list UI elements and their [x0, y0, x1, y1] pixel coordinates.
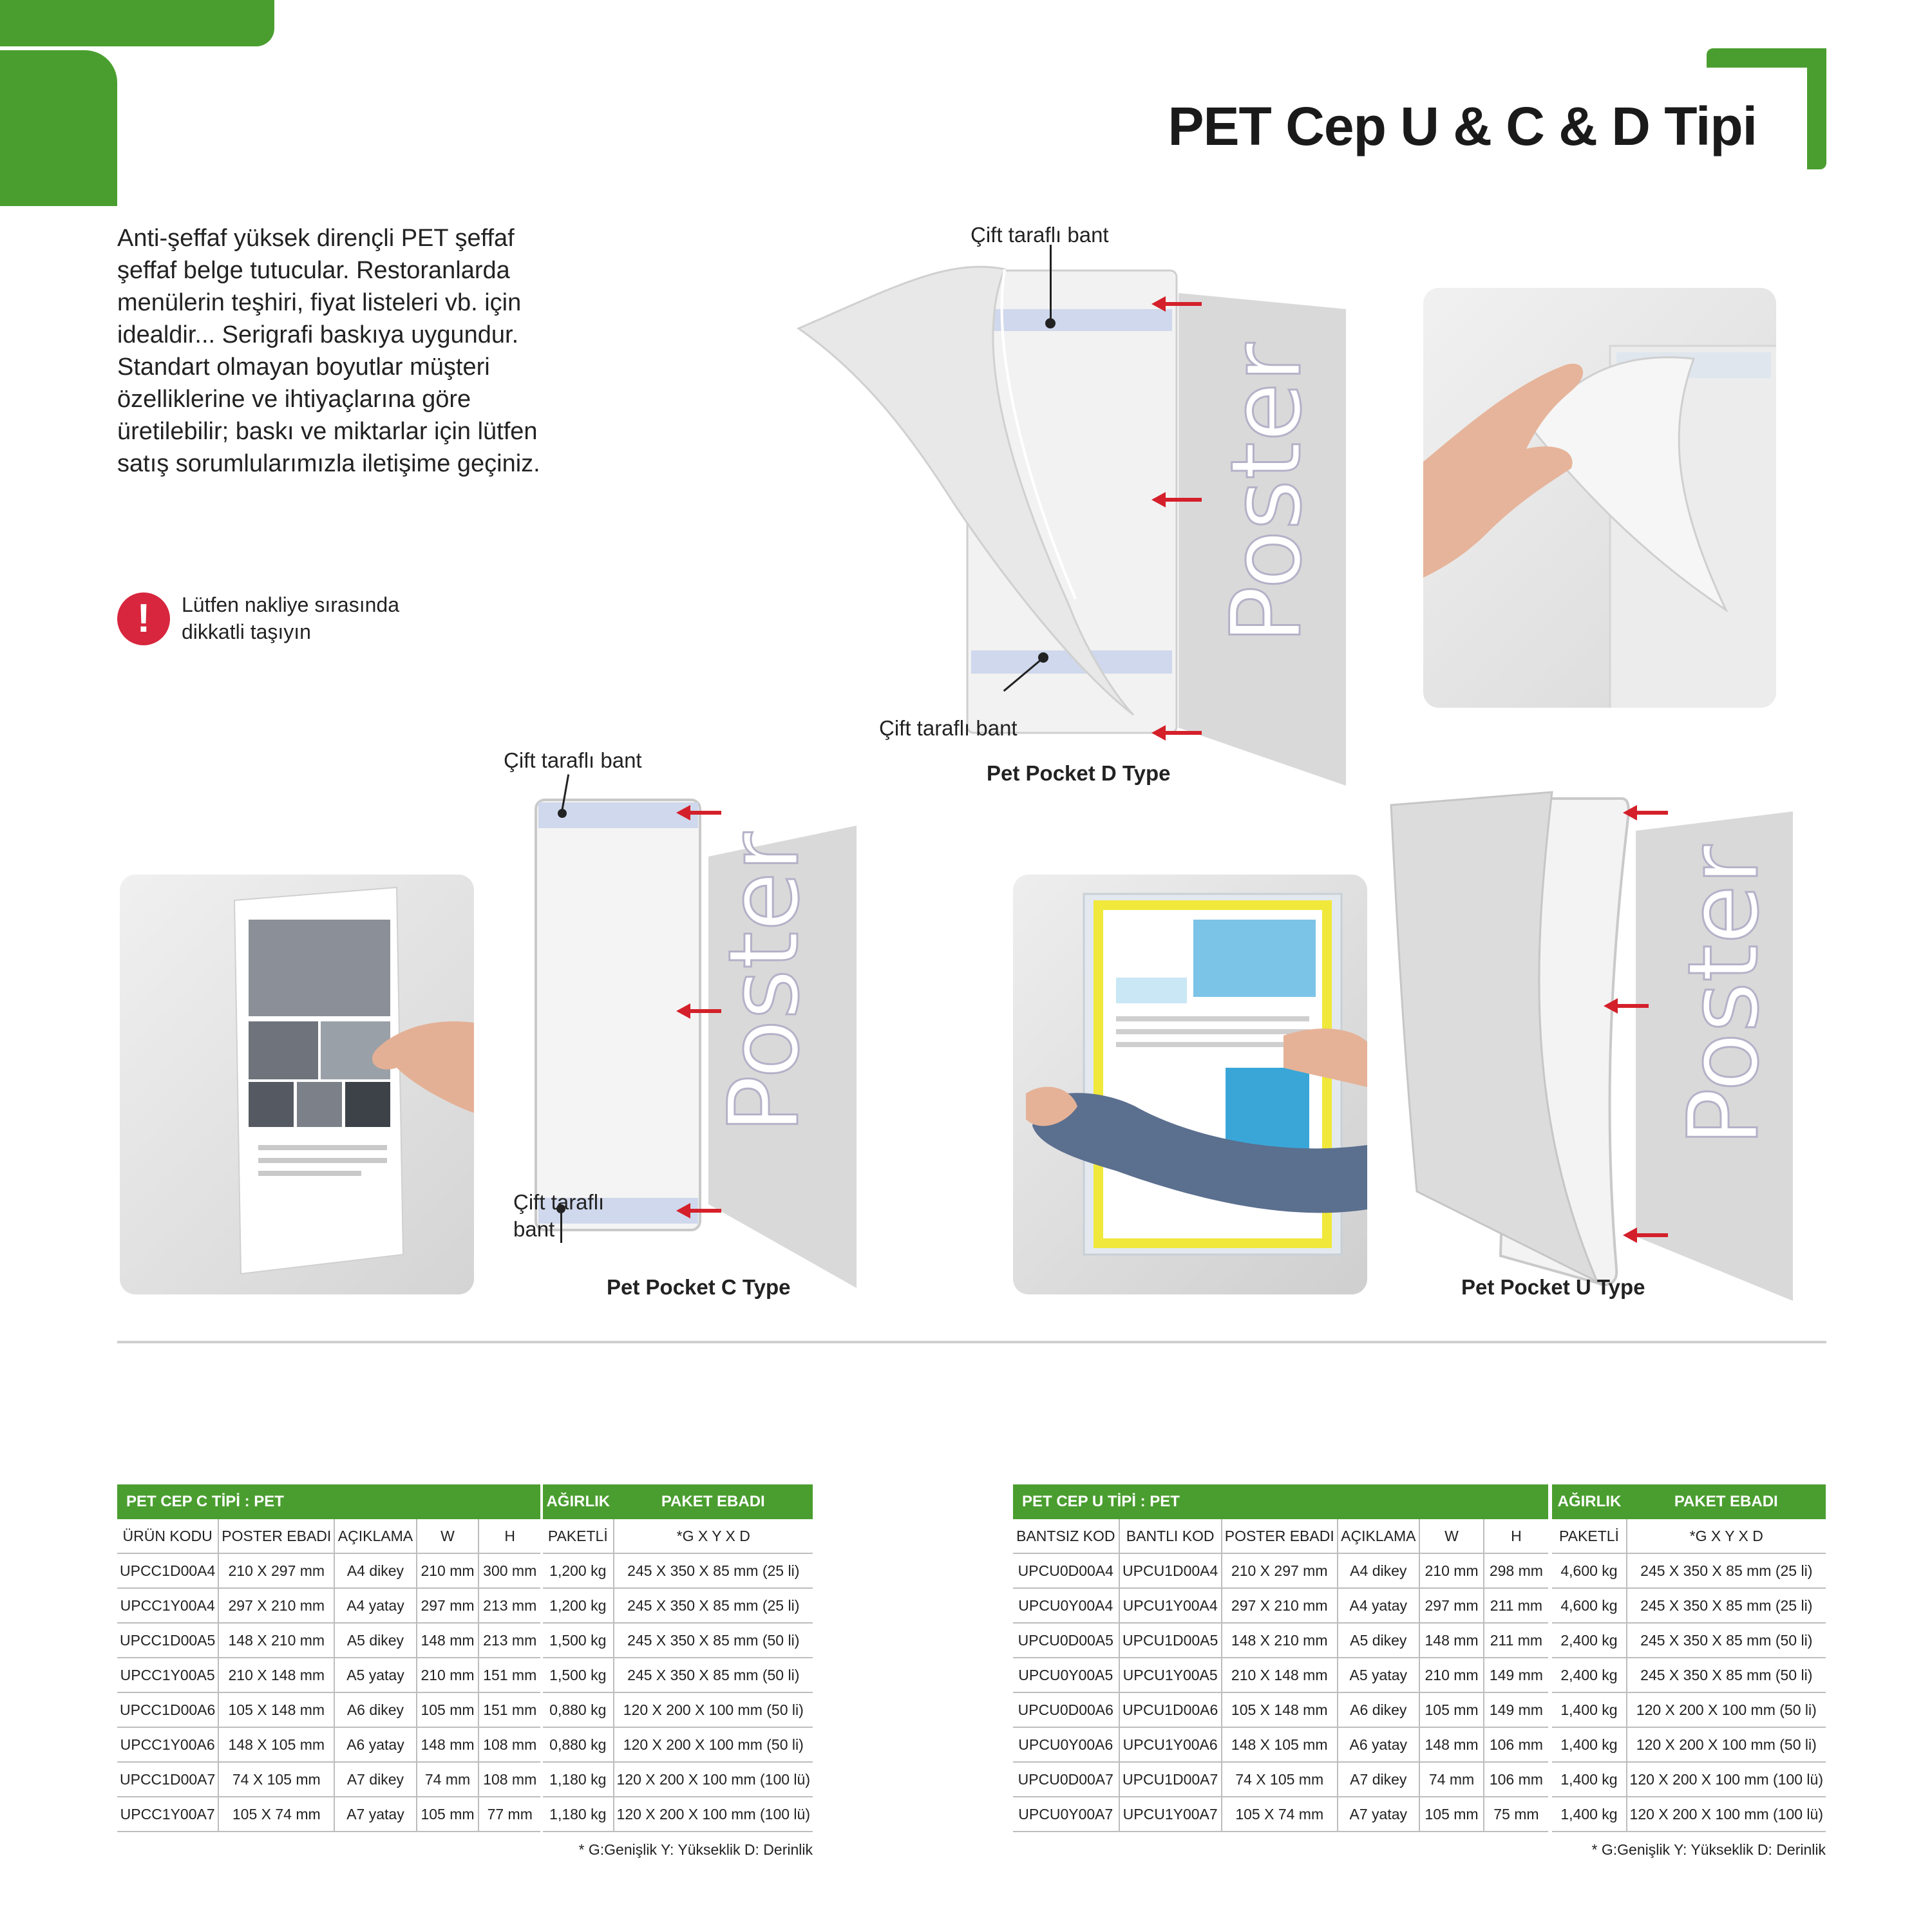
table-cell: 120 X 200 X 100 mm (100 lü): [614, 1762, 813, 1797]
table-row: [117, 1623, 813, 1658]
table-cell: UPCU1Y00A6: [1119, 1727, 1222, 1762]
table-cell: UPCU1D00A4: [1119, 1553, 1222, 1588]
column-header: PAKETLİ: [543, 1519, 614, 1553]
table-cell: 108 mm: [478, 1727, 540, 1762]
table-cell: 75 mm: [1484, 1797, 1548, 1832]
table-cell: 211 mm: [1484, 1588, 1548, 1623]
table-cell: 210 X 148 mm: [218, 1658, 334, 1692]
table-cell: 120 X 200 X 100 mm (50 li): [614, 1692, 813, 1727]
table-cell: 210 X 148 mm: [1222, 1658, 1338, 1692]
table-c-title: PET CEP C TİPİ : PET: [117, 1484, 540, 1519]
table-cell: UPCU1Y00A5: [1119, 1658, 1222, 1692]
d-type-caption: Pet Pocket D Type: [987, 761, 1171, 785]
d-type-diagram: [799, 219, 1365, 799]
table-cell: 1,180 kg: [543, 1797, 614, 1832]
table-cell: 105 X 148 mm: [218, 1692, 334, 1727]
table-cell: 245 X 350 X 85 mm (50 li): [614, 1658, 813, 1692]
column-header: *G X Y X D: [1627, 1519, 1826, 1553]
table-cell: UPCU0D00A5: [1013, 1623, 1119, 1658]
table-cell: 148 X 105 mm: [1222, 1727, 1338, 1762]
column-header: PAKETLİ: [1552, 1519, 1626, 1553]
table-cell: 148 X 105 mm: [218, 1727, 334, 1762]
table-cell: 245 X 350 X 85 mm (50 li): [1627, 1623, 1826, 1658]
table-row: [117, 1588, 813, 1623]
corner-decoration-block: [0, 50, 117, 206]
table-cell: 108 mm: [478, 1762, 540, 1797]
table-cell: UPCC1Y00A5: [117, 1658, 218, 1692]
table-cell: 105 X 74 mm: [218, 1797, 334, 1832]
table-cell: A5 yatay: [334, 1658, 416, 1692]
table-row: [1013, 1762, 1826, 1797]
table-cell: UPCU1D00A5: [1119, 1623, 1222, 1658]
table-cell: 105 mm: [417, 1692, 479, 1727]
table-cell: UPCC1D00A7: [117, 1762, 218, 1797]
u-type-diagram: [1385, 779, 1797, 1307]
table-cell: A5 dikey: [334, 1623, 416, 1658]
table-cell: UPCU0Y00A4: [1013, 1588, 1119, 1623]
table-row: [1013, 1553, 1826, 1588]
table-cell: UPCU1D00A6: [1119, 1692, 1222, 1727]
c-type-diagram: [515, 779, 863, 1294]
table-cell: 245 X 350 X 85 mm (50 li): [614, 1623, 813, 1658]
table-cell: 2,400 kg: [1552, 1623, 1626, 1658]
table-cell: 74 X 105 mm: [1222, 1762, 1338, 1797]
table-cell: A5 dikey: [1338, 1623, 1419, 1658]
column-header: H: [1484, 1519, 1548, 1553]
c-tape-label-bottom-line2: bant: [513, 1217, 555, 1241]
table-row: [117, 1692, 813, 1727]
table-cell: UPCU0D00A6: [1013, 1692, 1119, 1727]
table-u-column-row: [1013, 1519, 1826, 1553]
table-cell: 151 mm: [478, 1658, 540, 1692]
table-cell: 105 mm: [1419, 1797, 1484, 1832]
table-cell: 74 X 105 mm: [218, 1762, 334, 1797]
table-cell: 120 X 200 X 100 mm (100 lü): [1627, 1762, 1826, 1797]
table-cell: 210 mm: [1419, 1553, 1484, 1588]
table-cell: A4 dikey: [334, 1553, 416, 1588]
table-cell: 0,880 kg: [543, 1727, 614, 1762]
d-bottom-callout-dot: [1038, 652, 1048, 663]
table-cell: 210 X 297 mm: [218, 1553, 334, 1588]
table-cell: UPCC1Y00A7: [117, 1797, 218, 1832]
c-type-photo: [120, 875, 474, 1294]
table-cell: UPCU1Y00A4: [1119, 1588, 1222, 1623]
page-title: PET Cep U & C & D Tipi: [1168, 96, 1757, 156]
table-cell: 297 mm: [417, 1588, 479, 1623]
table-cell: 210 X 297 mm: [1222, 1553, 1338, 1588]
table-cell: 1,400 kg: [1552, 1692, 1626, 1727]
table-row: [1013, 1797, 1826, 1832]
table-cell: 1,200 kg: [543, 1588, 614, 1623]
column-header: POSTER EBADI: [218, 1519, 334, 1553]
table-u-title: PET CEP U TİPİ : PET: [1013, 1484, 1548, 1519]
table-row: [1013, 1623, 1826, 1658]
table-cell: A6 yatay: [1338, 1727, 1419, 1762]
table-c-wrapper: [117, 1484, 813, 1859]
c-tape-label-bottom-line1: Çift taraflı: [513, 1190, 605, 1214]
table-cell: 245 X 350 X 85 mm (25 li): [614, 1553, 813, 1588]
table-cell: 148 mm: [1419, 1623, 1484, 1658]
d-top-callout-line: [1050, 245, 1052, 322]
table-cell: 210 mm: [417, 1658, 479, 1692]
table-cell: 106 mm: [1484, 1727, 1548, 1762]
table-u-header-row: [1013, 1484, 1826, 1519]
table-cell: A7 yatay: [1338, 1797, 1419, 1832]
d-poster-label: Poster: [1211, 343, 1323, 644]
table-cell: A7 dikey: [1338, 1762, 1419, 1797]
table-u-package-header: PAKET EBADI: [1627, 1484, 1826, 1519]
table-cell: 151 mm: [478, 1692, 540, 1727]
table-cell: UPCC1D00A6: [117, 1692, 218, 1727]
table-row: [117, 1727, 813, 1762]
table-cell: 0,880 kg: [543, 1692, 614, 1727]
table-row: [117, 1553, 813, 1588]
table-cell: 1,200 kg: [543, 1553, 614, 1588]
intro-paragraph: Anti-şeffaf yüksek dirençli PET şeffaf şeffaf belge tutucular. Restoranlarda menülerin teşhiri, fiyat listeleri vb. için idealdir... Serigrafi baskıya uygundur. Standart olmayan boyutlar müşteri özelliklerine ve ihtiyaçlarına göre üretilebilir; baskı ve miktarlar için lütfen satış sorumlularımızla iletişime geçiniz.: [117, 225, 540, 477]
table-cell: 148 X 210 mm: [218, 1623, 334, 1658]
table-cell: 120 X 200 X 100 mm (50 li): [1627, 1727, 1826, 1762]
table-cell: 300 mm: [478, 1553, 540, 1588]
column-header: H: [478, 1519, 540, 1553]
table-cell: 210 mm: [417, 1553, 479, 1588]
table-cell: 1,500 kg: [543, 1658, 614, 1692]
table-u-wrapper: [1013, 1484, 1826, 1859]
table-cell: 148 mm: [417, 1727, 479, 1762]
table-cell: 120 X 200 X 100 mm (100 lü): [1627, 1797, 1826, 1832]
table-cell: A7 dikey: [334, 1762, 416, 1797]
table-cell: A6 yatay: [334, 1727, 416, 1762]
table-u-weight-header: AĞIRLIK: [1552, 1484, 1626, 1519]
table-c-footnote: * G:Genişlik Y: Yükseklik D: Derinlik: [578, 1841, 813, 1858]
table-u: [1013, 1484, 1826, 1832]
table-cell: A6 dikey: [334, 1692, 416, 1727]
table-cell: 120 X 200 X 100 mm (100 lü): [614, 1797, 813, 1832]
exclamation-icon: !: [117, 592, 170, 645]
table-cell: 105 X 148 mm: [1222, 1692, 1338, 1727]
table-row: [117, 1797, 813, 1832]
corner-decoration-top-bar: [0, 0, 274, 46]
table-cell: 105 X 74 mm: [1222, 1797, 1338, 1832]
section-divider: [117, 1341, 1826, 1343]
table-cell: 298 mm: [1484, 1553, 1548, 1588]
column-header: POSTER EBADI: [1222, 1519, 1338, 1553]
table-cell: 245 X 350 X 85 mm (25 li): [614, 1588, 813, 1623]
column-header: W: [1419, 1519, 1484, 1553]
column-header: *G X Y X D: [614, 1519, 813, 1553]
table-cell: 148 X 210 mm: [1222, 1623, 1338, 1658]
c-top-callout-dot: [558, 809, 567, 818]
column-header: ÜRÜN KODU: [117, 1519, 218, 1553]
column-header: BANTSIZ KOD: [1013, 1519, 1119, 1553]
table-cell: 1,400 kg: [1552, 1762, 1626, 1797]
hand-peeling-photo: [1423, 288, 1776, 708]
table-cell: A7 yatay: [334, 1797, 416, 1832]
c-poster-label: Poster: [708, 832, 820, 1133]
table-c: [117, 1484, 813, 1832]
u-poster-label: Poster: [1668, 845, 1780, 1146]
table-cell: 297 X 210 mm: [218, 1588, 334, 1623]
warning-text: Lütfen nakliye sırasında dikkatli taşıyın: [182, 593, 399, 643]
table-c-header-row: [117, 1484, 813, 1519]
table-cell: UPCC1Y00A4: [117, 1588, 218, 1623]
table-cell: A6 dikey: [1338, 1692, 1419, 1727]
table-cell: 4,600 kg: [1552, 1553, 1626, 1588]
table-cell: 148 mm: [417, 1623, 479, 1658]
table-cell: 149 mm: [1484, 1658, 1548, 1692]
table-cell: 210 mm: [1419, 1658, 1484, 1692]
table-c-package-header: PAKET EBADI: [614, 1484, 813, 1519]
table-cell: 77 mm: [478, 1797, 540, 1832]
table-row: [1013, 1692, 1826, 1727]
table-cell: 213 mm: [478, 1623, 540, 1658]
table-c-weight-header: AĞIRLIK: [543, 1484, 614, 1519]
table-cell: UPCC1D00A4: [117, 1553, 218, 1588]
column-header: BANTLI KOD: [1119, 1519, 1222, 1553]
table-cell: 245 X 350 X 85 mm (25 li): [1627, 1588, 1826, 1623]
table-cell: UPCU1D00A7: [1119, 1762, 1222, 1797]
table-cell: 2,400 kg: [1552, 1658, 1626, 1692]
column-header: AÇIKLAMA: [334, 1519, 416, 1553]
table-cell: 211 mm: [1484, 1623, 1548, 1658]
table-cell: 1,500 kg: [543, 1623, 614, 1658]
table-cell: 149 mm: [1484, 1692, 1548, 1727]
table-cell: 120 X 200 X 100 mm (50 li): [614, 1727, 813, 1762]
table-cell: A4 dikey: [1338, 1553, 1419, 1588]
table-cell: 4,600 kg: [1552, 1588, 1626, 1623]
table-row: [1013, 1658, 1826, 1692]
table-cell: A5 yatay: [1338, 1658, 1419, 1692]
table-cell: UPCU0D00A7: [1013, 1762, 1119, 1797]
column-header: AÇIKLAMA: [1338, 1519, 1419, 1553]
table-cell: 297 X 210 mm: [1222, 1588, 1338, 1623]
table-row: [1013, 1588, 1826, 1623]
table-cell: UPCC1Y00A6: [117, 1727, 218, 1762]
table-cell: A4 yatay: [334, 1588, 416, 1623]
table-cell: UPCU0Y00A6: [1013, 1727, 1119, 1762]
u-type-photo: [1013, 875, 1367, 1294]
table-cell: 148 mm: [1419, 1727, 1484, 1762]
table-cell: 74 mm: [417, 1762, 479, 1797]
table-cell: 297 mm: [1419, 1588, 1484, 1623]
table-cell: 1,400 kg: [1552, 1797, 1626, 1832]
table-cell: UPCU1Y00A7: [1119, 1797, 1222, 1832]
table-cell: 120 X 200 X 100 mm (50 li): [1627, 1692, 1826, 1727]
table-c-column-row: [117, 1519, 813, 1553]
d-tape-label-bottom: Çift taraflı bant: [879, 716, 1018, 740]
table-cell: 106 mm: [1484, 1762, 1548, 1797]
table-cell: UPCU0Y00A7: [1013, 1797, 1119, 1832]
table-cell: A4 yatay: [1338, 1588, 1419, 1623]
table-cell: UPCU0Y00A5: [1013, 1658, 1119, 1692]
table-row: [1013, 1727, 1826, 1762]
u-type-caption: Pet Pocket U Type: [1461, 1275, 1645, 1299]
table-cell: 74 mm: [1419, 1762, 1484, 1797]
d-tape-label-top: Çift taraflı bant: [971, 223, 1109, 247]
c-tape-label-top: Çift taraflı bant: [504, 748, 642, 772]
table-cell: 1,180 kg: [543, 1762, 614, 1797]
table-cell: 245 X 350 X 85 mm (50 li): [1627, 1658, 1826, 1692]
table-cell: 213 mm: [478, 1588, 540, 1623]
d-top-callout-dot: [1045, 318, 1056, 328]
table-u-footnote: * G:Genişlik Y: Yükseklik D: Derinlik: [1591, 1841, 1826, 1858]
table-row: [117, 1658, 813, 1692]
table-cell: UPCU0D00A4: [1013, 1553, 1119, 1588]
table-row: [117, 1762, 813, 1797]
table-cell: 105 mm: [1419, 1692, 1484, 1727]
column-header: W: [417, 1519, 479, 1553]
table-cell: 245 X 350 X 85 mm (25 li): [1627, 1553, 1826, 1588]
table-cell: 1,400 kg: [1552, 1727, 1626, 1762]
table-cell: UPCC1D00A5: [117, 1623, 218, 1658]
c-type-caption: Pet Pocket C Type: [607, 1275, 791, 1299]
table-cell: 105 mm: [417, 1797, 479, 1832]
